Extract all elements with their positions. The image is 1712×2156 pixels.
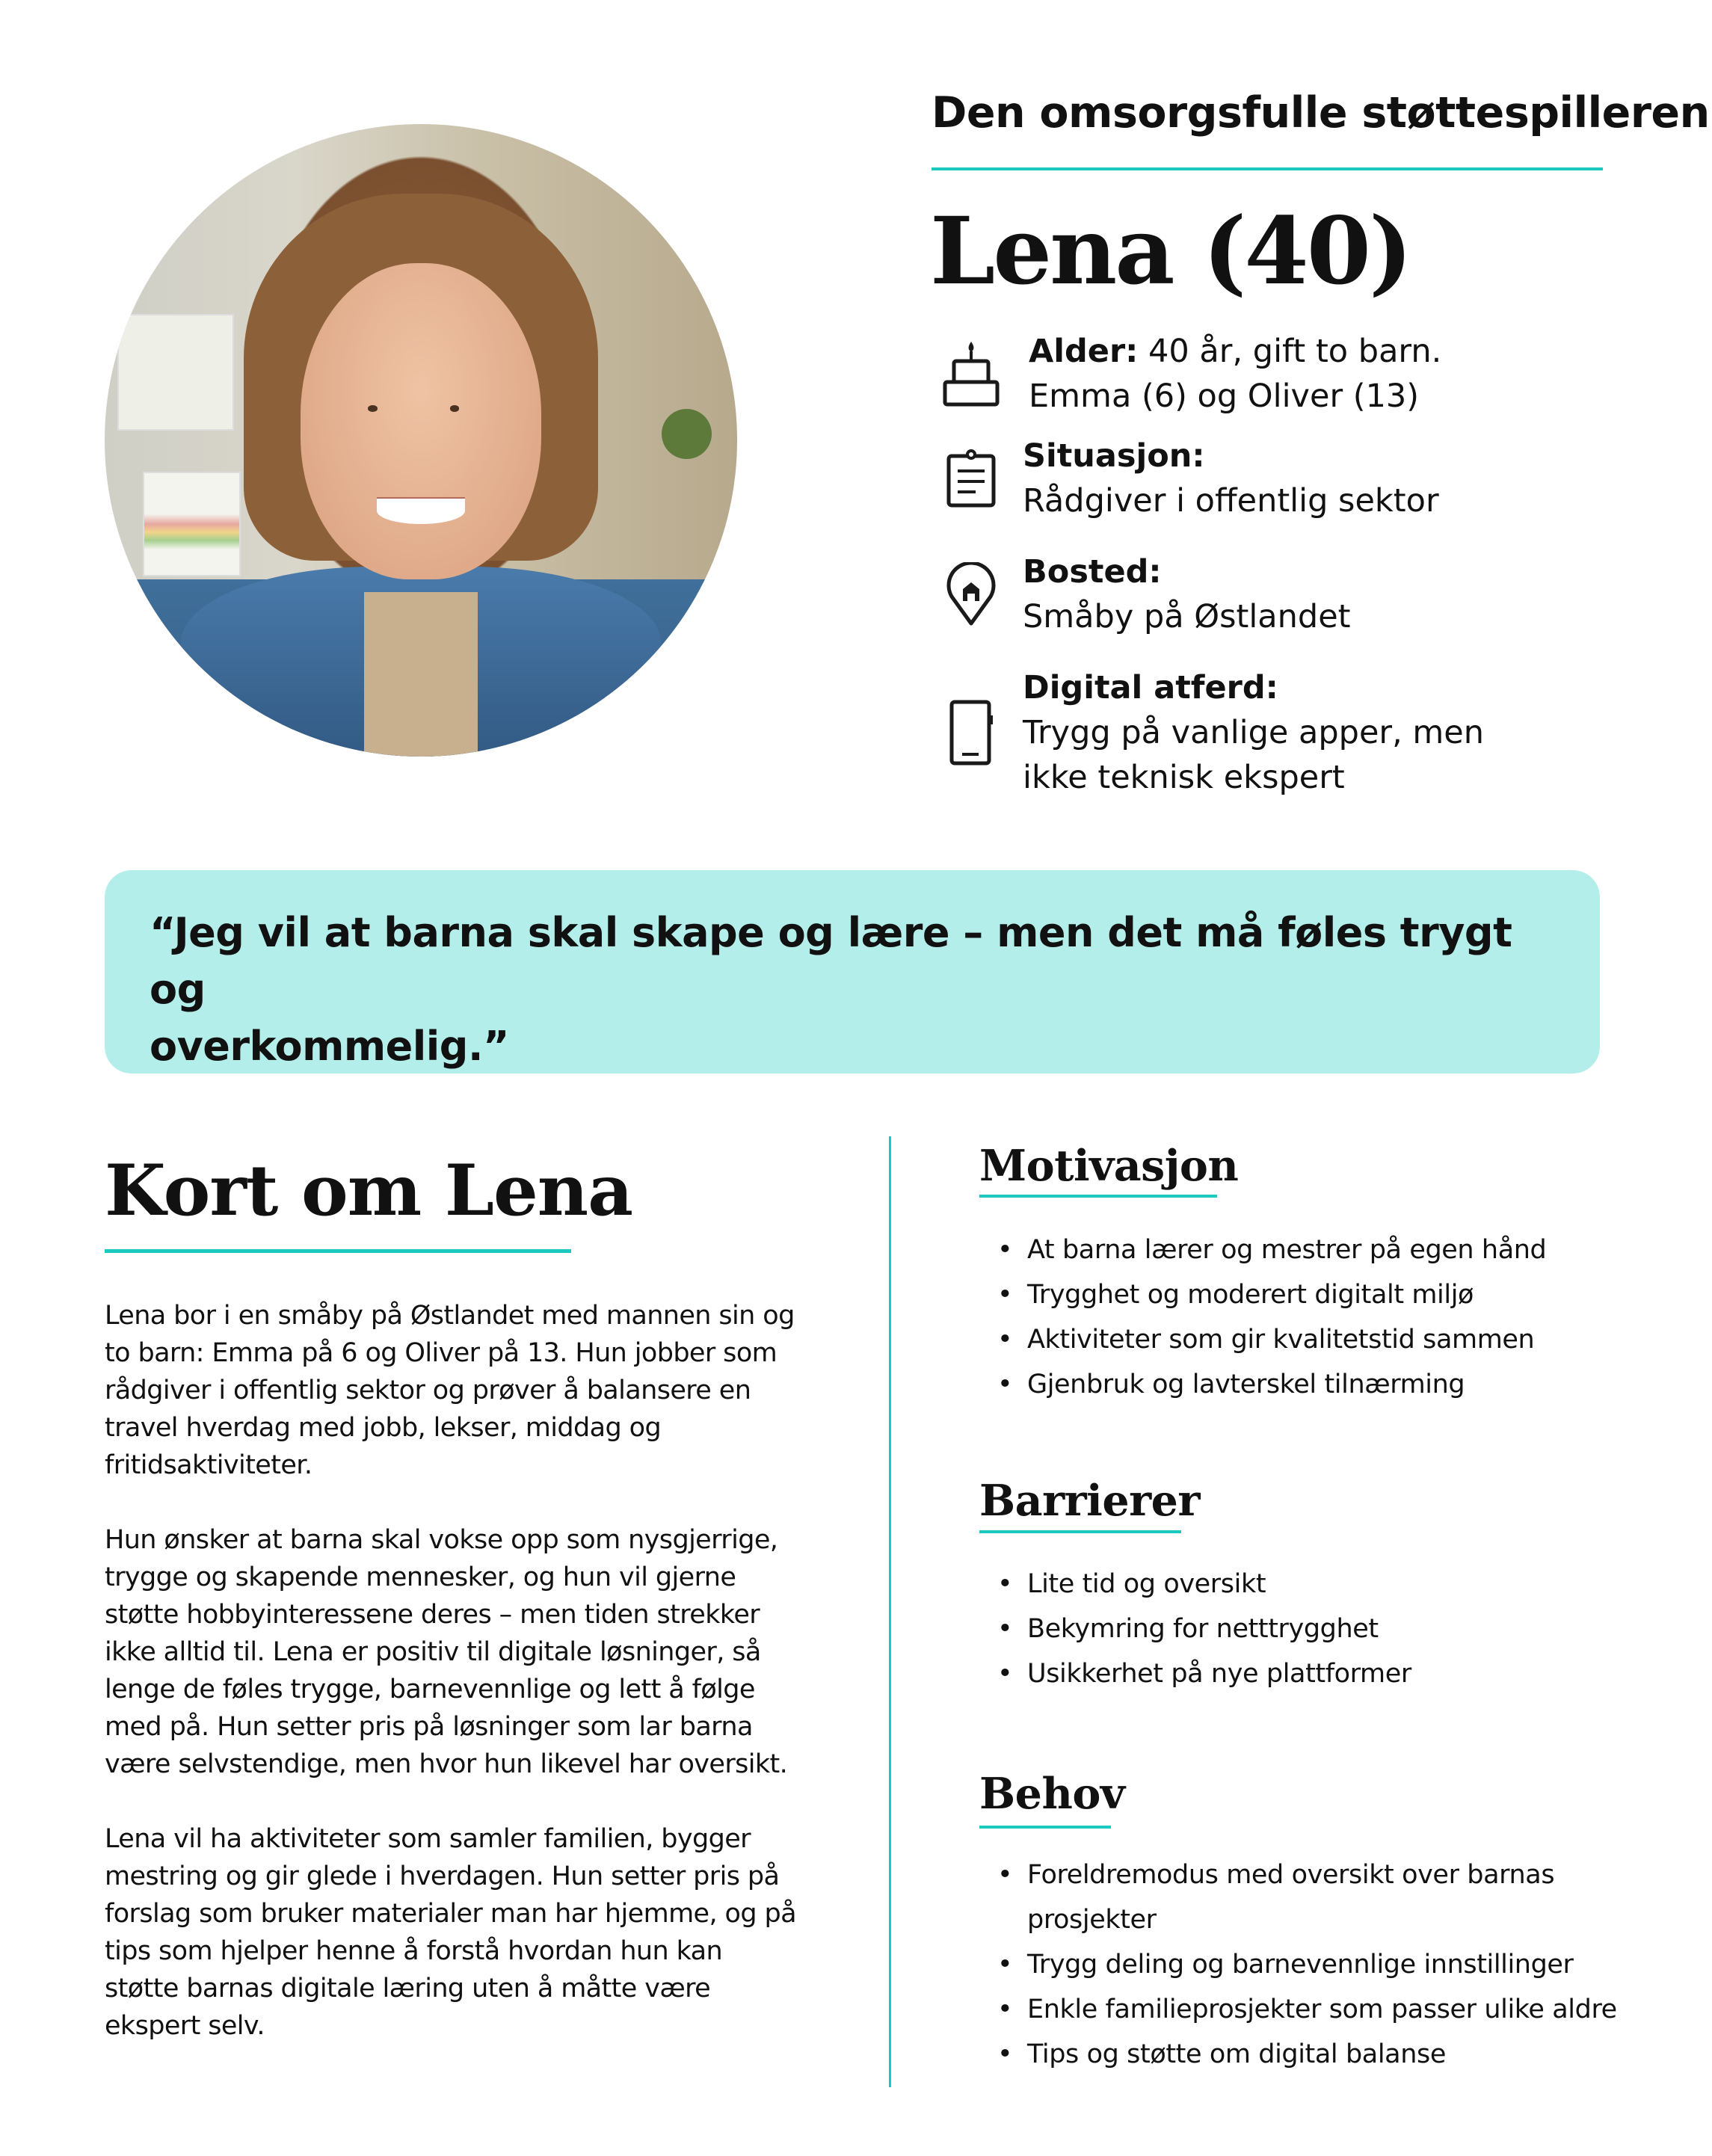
quote-line: “Jeg vil at barna skal skape og lære – men det må føles trygt og xyxy=(150,909,1512,1013)
quote-line: overkommelig.” xyxy=(150,1023,509,1070)
barriers-heading-underline xyxy=(979,1530,1181,1533)
about-heading-underline xyxy=(105,1249,571,1253)
header-divider xyxy=(932,167,1603,170)
column-divider xyxy=(889,1136,891,2087)
plant xyxy=(662,409,712,460)
sweater xyxy=(364,592,478,757)
list-item: • Trygg deling og barnevennlige innstillinger xyxy=(994,1942,1637,1987)
fact-label: Bosted: xyxy=(1023,553,1162,591)
fact-label: Digital atferd: xyxy=(1023,669,1278,706)
fact-value: Trygg på vanlige apper, men xyxy=(1023,714,1485,751)
list-item: • Foreldremodus med oversikt over barnas prosjekter xyxy=(994,1852,1595,1942)
needs-list xyxy=(994,1852,1637,2077)
fact-situation xyxy=(937,434,1439,523)
persona-type: Den omsorgsfulle støttespilleren xyxy=(932,88,1710,138)
about-paragraph: Lena bor i en småby på Østlandet med mannen sin og to barn: Emma på 6 og Oliver på 13. Hun jobber som rådgiver i offentlig sektor og prøver å balansere en travel hverdag med jobb, lekser, middag og fritidsaktiviteter. xyxy=(105,1301,795,1480)
eye-right xyxy=(450,405,460,411)
needs-heading: Behov xyxy=(979,1769,1125,1819)
fact-home xyxy=(937,549,1351,639)
barriers-heading: Barrierer xyxy=(979,1476,1200,1526)
fact-digital-behavior xyxy=(937,665,1484,800)
clipboard-icon xyxy=(937,445,1005,512)
about-paragraph: Hun ønsker at barna skal vokse opp som nysgjerrige, trygge og skapende mennesker, og hun vil gjerne støtte hobbyinteressene deres – men tiden strekker ikke alltid til. Lena er positiv til digitale løsninger, så lenge de føles trygge, barnevennlige og lett å følge med på. Hun setter pris på løsninger som lar barna være selvstendige, men hvor hun likevel har oversikt. xyxy=(105,1525,788,1779)
eye-left xyxy=(368,405,378,411)
persona-photo xyxy=(105,124,737,757)
fact-age xyxy=(937,329,1441,419)
list-item: • Bekymring for netttrygghet xyxy=(994,1607,1637,1651)
list-item: • Enkle familieprosjekter som passer ulike aldre xyxy=(994,1987,1637,2032)
fact-value: Småby på Østlandet xyxy=(1023,598,1351,635)
motivation-heading: Motivasjon xyxy=(979,1141,1239,1191)
face xyxy=(301,263,541,579)
list-item: • Aktiviteter som gir kvalitetstid sammen xyxy=(994,1317,1637,1362)
needs-heading-underline xyxy=(979,1826,1111,1829)
fact-value: Emma (6) og Oliver (13) xyxy=(1029,378,1420,415)
rainbow-drawing xyxy=(143,472,241,576)
about-body xyxy=(105,1297,800,2082)
list-item: • Trygghet og moderert digitalt miljø xyxy=(994,1272,1637,1317)
fact-value: 40 år, gift to barn. xyxy=(1148,333,1442,370)
smile xyxy=(377,497,465,524)
birthday-cake-icon xyxy=(937,340,1005,407)
list-item: • Lite tid og oversikt xyxy=(994,1562,1637,1607)
fact-label: Situasjon: xyxy=(1023,437,1205,475)
persona-name: Lena (40) xyxy=(930,197,1411,306)
persona-quote xyxy=(150,905,1570,1075)
fact-label: Alder: xyxy=(1029,333,1139,370)
list-item: • At barna lærer og mestrer på egen hånd xyxy=(994,1228,1637,1272)
fact-value: ikke teknisk ekspert xyxy=(1023,759,1345,796)
barriers-list xyxy=(994,1562,1637,1696)
smartphone-icon xyxy=(937,665,1005,800)
list-item: • Usikkerhet på nye plattformer xyxy=(994,1651,1637,1696)
motivation-heading-underline xyxy=(979,1195,1217,1198)
list-item: • Gjenbruk og lavterskel tilnærming xyxy=(994,1362,1637,1407)
location-home-icon xyxy=(937,561,1005,628)
about-paragraph: Lena vil ha aktiviteter som samler familien, bygger mestring og gir glede i hverdagen. Hun setter pris på forslag som bruker materialer man har hjemme, og på tips som hjelper henne å forstå hvordan hun kan støtte barnas digitale læring uten å måtte være ekspert selv. xyxy=(105,1824,796,2041)
child-drawing xyxy=(117,314,234,431)
about-heading: Kort om Lena xyxy=(105,1150,633,1232)
motivation-list xyxy=(994,1228,1637,1407)
list-item: • Tips og støtte om digital balanse xyxy=(994,2032,1637,2077)
fact-value: Rådgiver i offentlig sektor xyxy=(1023,482,1439,520)
